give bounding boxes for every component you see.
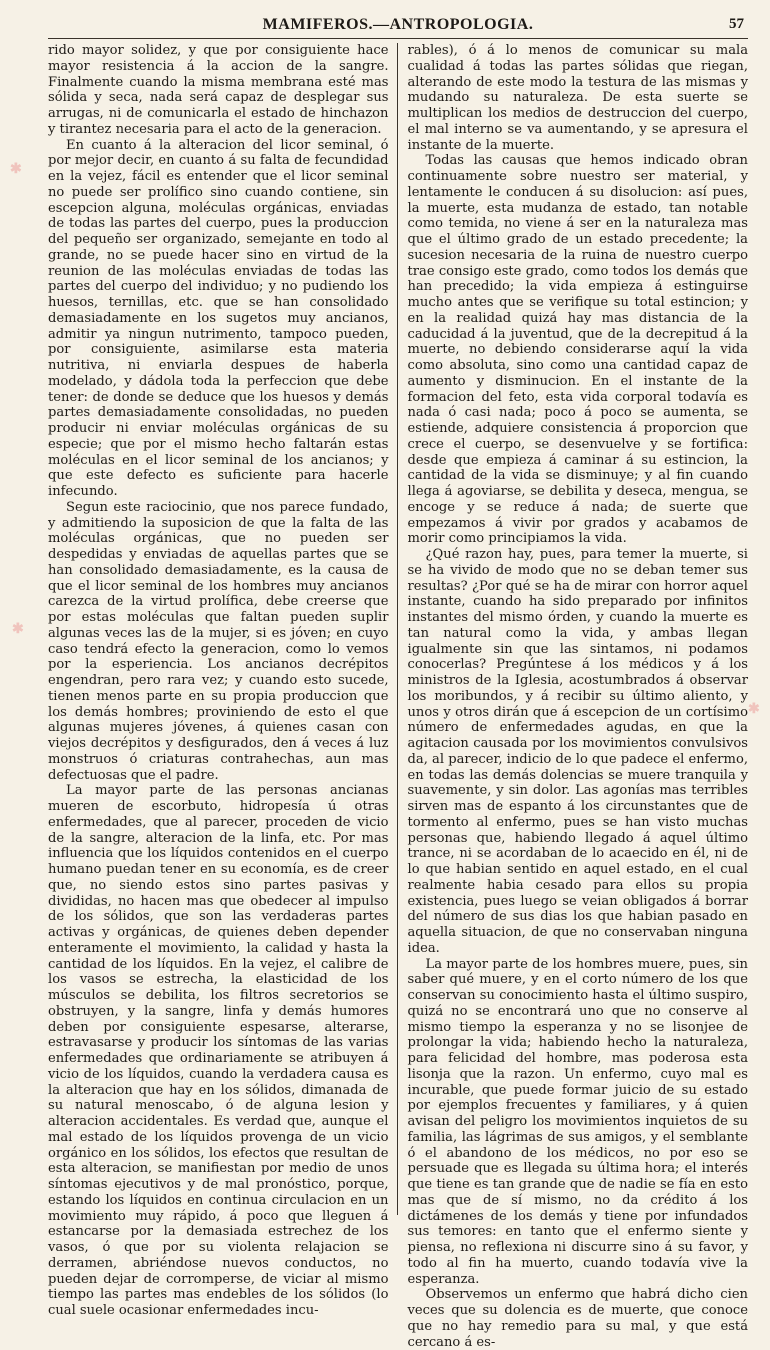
page-number: 57 bbox=[729, 16, 744, 32]
paragraph: rables), ó á lo menos de comunicar su mala cualidad á todas las partes sólidas que riegan, alterando de este modo la testura de las mismas y mudando su naturaleza. De esta suerte se multiplican los medios de destruccion del cuerpo, el mal interno se va aumentando, y se apresura el instante de la muerte. bbox=[407, 43, 748, 153]
faint-red-mark: ✱ bbox=[12, 620, 24, 636]
left-column bbox=[48, 43, 397, 1318]
right-column bbox=[398, 43, 749, 1350]
paragraph: Segun este raciocinio, que nos parece fundado, y admitiendo la suposicion de que la falta de las moléculas orgánicas, que no pueden ser despedidas y enviadas de aquellas partes que se han consolidado demasiadamente, es la causa de que el licor seminal de los hombres muy ancianos carezca de la virtud prolífica, debe creerse que por estas moléculas que faltan pueden suplir algunas veces las de la mujer, si es jóven; en cuyo caso tendrá efecto la generacion, como lo vemos por la esperiencia. Los ancianos decrépitos engendran, pero rara vez; y cuando esto sucede, tienen menos parte en su propia produccion que los demás hombres; proviniendo de esto el que algunas mujeres jóvenes, á quienes casan con viejos decrépitos y desfigurados, den á veces á luz monstruos ó criaturas contrahechas, aun mas defectuosas que el padre. bbox=[48, 499, 389, 783]
page-header bbox=[48, 12, 748, 39]
paragraph: La mayor parte de las personas ancianas mueren de escorbuto, hidropesía ú otras enfermedades, que al parecer, proceden de vicio de la sangre, alteracion de la linfa, etc. Por mas influencia que los líquidos contenidos en el cuerpo humano puedan tener en su economía, es de creer que, no siendo estos sino partes pasivas y divididas, no hacen mas que obedecer al impulso de los sólidos, que son las verdaderas partes activas y orgánicas, de quienes deben depender enteramente el movimiento, la calidad y hasta la cantidad de los líquidos. En la vejez, el calibre de los vasos se estrecha, la elasticidad de los músculos se debilita, los filtros secretorios se obstruyen, y la sangre, linfa y demás humores deben por consiguiente espesarse, alterarse, estravasarse y producir los síntomas de las varias enfermedades que ordinariamente se atribuyen á vicio de los líquidos, cuando la verdadera causa es la alteracion que hay en los sólidos, dimanada de su natural menoscabo, ó de alguna lesion y alteracion accidentales. Es verdad que, aunque el mal estado de los líquidos provenga de un vicio orgánico en los sólidos, los efectos que resultan de esta alteracion, se manifiestan por medio de unos síntomas ejecutivos y de mal pronóstico, porque, estando los líquidos en continua circulacion en un movimiento muy rápido, á poco que lleguen á estancarse por la demasiada estrechez de los vasos, ó que por su violenta relajacion se derramen, abriéndose nuevos conductos, no pueden dejar de corromperse, de viciar al mismo tiempo las partes mas endebles de los sólidos (lo cual suele ocasionar enfermedades incu- bbox=[48, 783, 389, 1318]
running-title: MAMIFEROS.—ANTROPOLOGIA. bbox=[262, 16, 534, 33]
paragraph: rido mayor solidez, y que por consiguiente hace mayor resistencia á la accion de la sangre. Finalmente cuando la misma membrana esté mas sólida y seca, nada será capaz de desplegar sus arrugas, ni de comunicarla el estado de hinchazon y tirantez necesaria para el acto de la generacion. bbox=[48, 43, 389, 137]
paragraph: Observemos un enfermo que habrá dicho cien veces que su dolencia es de muerte, que conoce que no hay remedio para su mal, y que está cercano á es- bbox=[407, 1287, 748, 1350]
faint-red-mark: ✱ bbox=[10, 160, 22, 176]
text-columns bbox=[48, 43, 748, 1350]
faint-red-mark: ✱ bbox=[748, 700, 760, 716]
paragraph: Todas las causas que hemos indicado obran continuamente sobre nuestro ser material, y lentamente le conducen á su disolucion: así pues, la muerte, esta mudanza de estado, tan notable como temida, no viene á ser en la naturaleza mas que el último grado de un estado precedente; la sucesion necesaria de la ruina de nuestro cuerpo trae consigo este grado, como todos los demás que han precedido; la vida empieza á estinguirse mucho antes que se verifique su total estincion; y en la realidad quizá hay mas distancia de la caducidad á la juventud, que de la decrepitud á la muerte, no debiendo considerarse aquí la vida como absoluta, sino como una cantidad capaz de aumento y disminucion. En el instante de la formacion del feto, esta vida corporal todavía es nada ó casi nada; poco á poco se aumenta, se estiende, adquiere consistencia á proporcion que crece el cuerpo, se desenvuelve y se fortifica: desde que empieza á caminar á su estincion, la cantidad de la vida se disminuye; y al fin cuando llega á agoviarse, se debilita y deseca, mengua, se encoge y se reduce á nada; de suerte que empezamos á vivir por grados y acabamos de morir como principiamos la vida. bbox=[407, 153, 748, 547]
paragraph: ¿Qué razon hay, pues, para temer la muerte, si se ha vivido de modo que no se deban temer sus resultas? ¿Por qué se ha de mirar con horror aquel instante, cuando ha sido preparado por infinitos instantes del mismo órden, y cuando la muerte es tan natural como la vida, y ambas llegan igualmente sin que las sintamos, ni podamos conocerlas? Pregúntese á los médicos y á los ministros de la Iglesia, acostumbrados á observar los moribundos, y á recibir su último aliento, y unos y otros dirán que á escepcion de un cortísimo número de enfermedades agudas, en que la agitacion causada por los movimientos convulsivos da, al parecer, indicio de lo que padece el enfermo, en todas las demás dolencias se muere tranquila y suavemente, y sin dolor. Las agonías mas terribles sirven mas de espanto á los circunstantes que de tormento al enfermo, pues se han visto muchas personas que, habiendo llegado á aquel último trance, ni se acordaban de lo acaecido en él, ni de lo que habian sentido en aquel estado, en el cual realmente habia cesado para ellos su propia existencia, pues luego se veian obligados á borrar del número de sus dias los que habian pasado en aquella situacion, de que no conservaban ninguna idea. bbox=[407, 547, 748, 956]
paragraph: En cuanto á la alteracion del licor seminal, ó por mejor decir, en cuanto á su falta de fecundidad en la vejez, fácil es entender que el licor seminal no puede ser prolífico sino cuando contiene, sin escepcion alguna, moléculas orgánicas, enviadas de todas las partes del cuerpo, pues la produccion del pequeño ser organizado, semejante en todo al grande, no se puede hacer sino en virtud de la reunion de las moléculas enviadas de todas las partes del cuerpo del individuo; y no pudiendo los huesos, ternillas, etc. que se han consolidado demasiadamente en los sugetos muy ancianos, admitir ya ningun nutrimento, tampoco pueden, por consiguiente, asimilarse esta materia nutritiva, ni enviarla despues de haberla modelado, y dádola toda la perfeccion que debe tener: de donde se deduce que los huesos y demás partes demasiadamente consolidadas, no pueden producir ni enviar moléculas orgánicas de su especie; que por el mismo hecho faltarán estas moléculas en el licor seminal de los ancianos; y que este defecto es suficiente para hacerle infecundo. bbox=[48, 137, 389, 499]
paragraph: La mayor parte de los hombres muere, pues, sin saber qué muere, y en el corto número de los que conservan su conocimiento hasta el último suspiro, quizá no se encontrará uno que no conserve al mismo tiempo la esperanza y no se lisonjee de prolongar la vida; habiendo hecho la naturaleza, para felicidad del hombre, mas poderosa esta lisonja que la razon. Un enfermo, cuyo mal es incurable, que puede formar juicio de su estado por ejemplos frecuentes y familiares, y á quien avisan del peligro los movimientos inquietos de su familia, las lágrimas de sus amigos, y el semblante ó el abandono de los médicos, no por eso se persuade que es llegada su última hora; el interés que tiene es tan grande que de nadie se fía en esto mas que de sí mismo, no da crédito á los dictámenes de los demás y tiene por infundados sus temores: en tanto que el enfermo siente y piensa, no reflexiona ni discurre sino á su favor, y todo al fin ha muerto, cuando todavía vive la esperanza. bbox=[407, 956, 748, 1287]
